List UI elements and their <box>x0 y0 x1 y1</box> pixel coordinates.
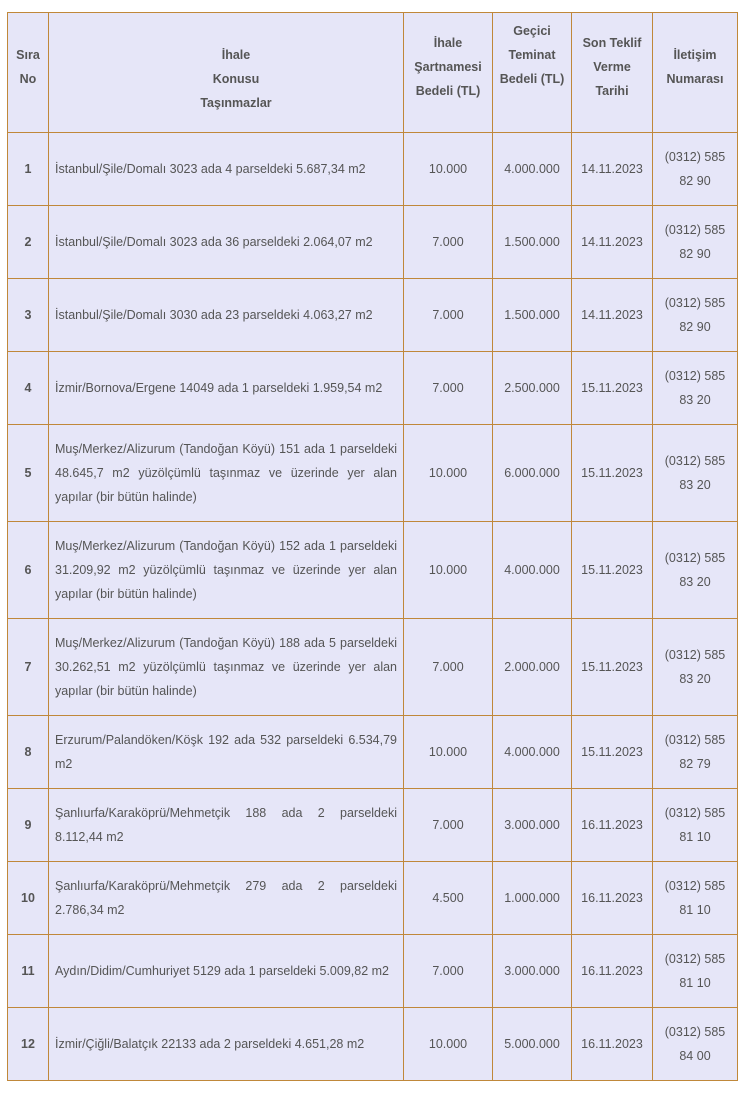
row-phone: (0312) 585 82 90 <box>653 206 738 279</box>
header-row <box>8 13 738 133</box>
row-spec-fee: 4.500 <box>404 862 493 935</box>
row-deposit: 4.000.000 <box>493 522 572 619</box>
table-row <box>8 619 738 716</box>
row-deadline: 16.11.2023 <box>572 862 653 935</box>
row-subject: Muş/Merkez/Alizurum (Tandoğan Köyü) 151 ada 1 parseldeki 48.645,7 m2 yüzölçümlü taşınmaz ve üzerinde yer alan yapılar (bir bütün halinde) <box>49 425 404 522</box>
row-number: 12 <box>8 1008 49 1081</box>
row-deadline: 15.11.2023 <box>572 425 653 522</box>
row-spec-fee: 7.000 <box>404 206 493 279</box>
row-phone: (0312) 585 82 90 <box>653 279 738 352</box>
row-number: 1 <box>8 133 49 206</box>
row-deadline: 15.11.2023 <box>572 716 653 789</box>
row-spec-fee: 7.000 <box>404 352 493 425</box>
row-phone: (0312) 585 82 90 <box>653 133 738 206</box>
row-deadline: 16.11.2023 <box>572 1008 653 1081</box>
row-number: 2 <box>8 206 49 279</box>
row-number: 4 <box>8 352 49 425</box>
row-deadline: 14.11.2023 <box>572 133 653 206</box>
row-phone: (0312) 585 81 10 <box>653 935 738 1008</box>
row-deadline: 15.11.2023 <box>572 352 653 425</box>
row-subject: Muş/Merkez/Alizurum (Tandoğan Köyü) 152 ada 1 parseldeki 31.209,92 m2 yüzölçümlü taşınmaz ve üzerinde yer alan yapılar (bir bütün halinde) <box>49 522 404 619</box>
row-deadline: 14.11.2023 <box>572 206 653 279</box>
table-row <box>8 133 738 206</box>
row-phone: (0312) 585 83 20 <box>653 619 738 716</box>
row-subject: İstanbul/Şile/Domalı 3023 ada 4 parseldeki 5.687,34 m2 <box>49 133 404 206</box>
table-row <box>8 789 738 862</box>
row-spec-fee: 10.000 <box>404 425 493 522</box>
table-row <box>8 1008 738 1081</box>
table-row <box>8 352 738 425</box>
row-spec-fee: 10.000 <box>404 522 493 619</box>
table-row <box>8 862 738 935</box>
header-no: Sıra No <box>8 13 49 133</box>
row-number: 7 <box>8 619 49 716</box>
row-deadline: 14.11.2023 <box>572 279 653 352</box>
row-number: 6 <box>8 522 49 619</box>
header-subject: İhale Konusu Taşınmazlar <box>49 13 404 133</box>
row-phone: (0312) 585 83 20 <box>653 425 738 522</box>
row-deposit: 3.000.000 <box>493 935 572 1008</box>
header-deposit: Geçici Teminat Bedeli (TL) <box>493 13 572 133</box>
row-spec-fee: 10.000 <box>404 133 493 206</box>
table-row <box>8 522 738 619</box>
row-number: 8 <box>8 716 49 789</box>
row-deposit: 3.000.000 <box>493 789 572 862</box>
row-deposit: 4.000.000 <box>493 133 572 206</box>
row-deposit: 5.000.000 <box>493 1008 572 1081</box>
row-subject: İstanbul/Şile/Domalı 3023 ada 36 parseldeki 2.064,07 m2 <box>49 206 404 279</box>
row-subject: Şanlıurfa/Karaköprü/Mehmetçik 188 ada 2 parseldeki 8.112,44 m2 <box>49 789 404 862</box>
row-phone: (0312) 585 83 20 <box>653 522 738 619</box>
table-row <box>8 206 738 279</box>
row-spec-fee: 10.000 <box>404 1008 493 1081</box>
row-deposit: 2.000.000 <box>493 619 572 716</box>
row-subject: Aydın/Didim/Cumhuriyet 5129 ada 1 parseldeki 5.009,82 m2 <box>49 935 404 1008</box>
header-deadline: Son Teklif Verme Tarihi <box>572 13 653 133</box>
table-row <box>8 935 738 1008</box>
row-subject: Erzurum/Palandöken/Köşk 192 ada 532 parseldeki 6.534,79 m2 <box>49 716 404 789</box>
row-phone: (0312) 585 84 00 <box>653 1008 738 1081</box>
row-spec-fee: 10.000 <box>404 716 493 789</box>
row-subject: İzmir/Çiğli/Balatçık 22133 ada 2 parseldeki 4.651,28 m2 <box>49 1008 404 1081</box>
row-number: 11 <box>8 935 49 1008</box>
row-deadline: 16.11.2023 <box>572 935 653 1008</box>
row-number: 10 <box>8 862 49 935</box>
row-spec-fee: 7.000 <box>404 619 493 716</box>
table-row <box>8 716 738 789</box>
row-subject: İstanbul/Şile/Domalı 3030 ada 23 parseldeki 4.063,27 m2 <box>49 279 404 352</box>
row-number: 3 <box>8 279 49 352</box>
row-phone: (0312) 585 81 10 <box>653 789 738 862</box>
row-deposit: 2.500.000 <box>493 352 572 425</box>
table-row <box>8 279 738 352</box>
row-deposit: 1.500.000 <box>493 279 572 352</box>
row-subject: İzmir/Bornova/Ergene 14049 ada 1 parseldeki 1.959,54 m2 <box>49 352 404 425</box>
row-spec-fee: 7.000 <box>404 935 493 1008</box>
row-number: 9 <box>8 789 49 862</box>
header-phone: İletişim Numarası <box>653 13 738 133</box>
row-deposit: 6.000.000 <box>493 425 572 522</box>
row-phone: (0312) 585 82 79 <box>653 716 738 789</box>
row-deadline: 16.11.2023 <box>572 789 653 862</box>
table-row <box>8 425 738 522</box>
row-phone: (0312) 585 83 20 <box>653 352 738 425</box>
row-subject: Şanlıurfa/Karaköprü/Mehmetçik 279 ada 2 parseldeki 2.786,34 m2 <box>49 862 404 935</box>
row-deposit: 1.500.000 <box>493 206 572 279</box>
auction-table <box>7 12 738 1081</box>
row-deadline: 15.11.2023 <box>572 522 653 619</box>
row-phone: (0312) 585 81 10 <box>653 862 738 935</box>
row-deposit: 1.000.000 <box>493 862 572 935</box>
header-spec-fee: İhale Şartnamesi Bedeli (TL) <box>404 13 493 133</box>
row-subject: Muş/Merkez/Alizurum (Tandoğan Köyü) 188 ada 5 parseldeki 30.262,51 m2 yüzölçümlü taşınmaz ve üzerinde yer alan yapılar (bir bütün halinde) <box>49 619 404 716</box>
row-deposit: 4.000.000 <box>493 716 572 789</box>
row-deadline: 15.11.2023 <box>572 619 653 716</box>
row-number: 5 <box>8 425 49 522</box>
row-spec-fee: 7.000 <box>404 279 493 352</box>
row-spec-fee: 7.000 <box>404 789 493 862</box>
